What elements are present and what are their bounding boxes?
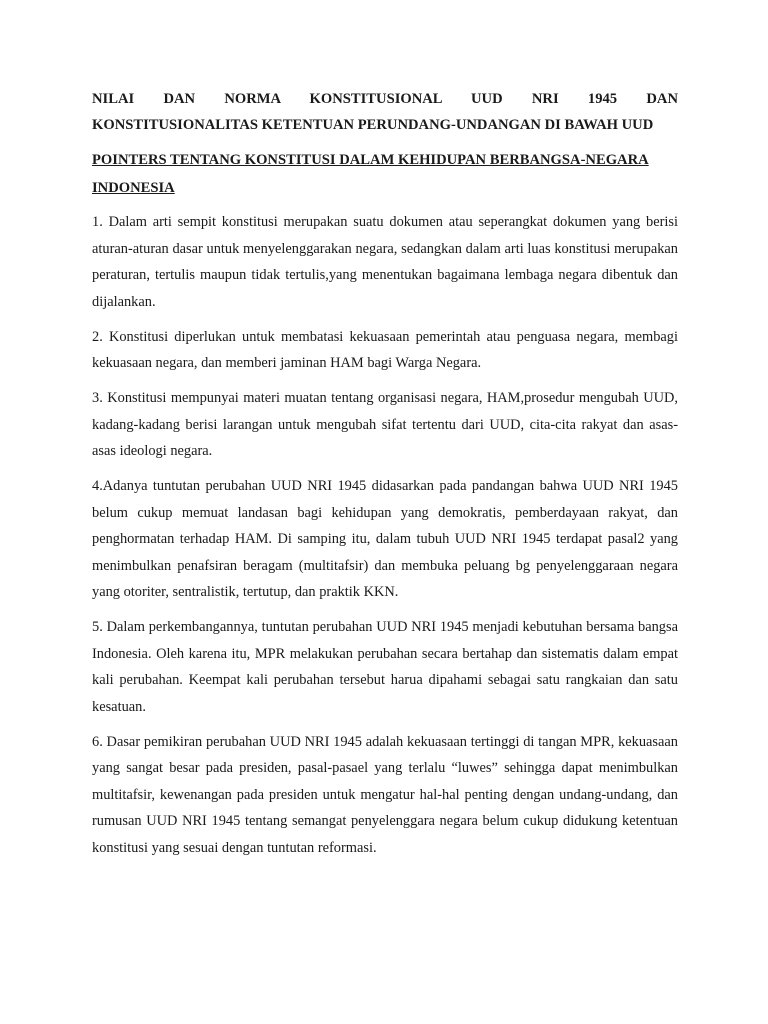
paragraph-4: 4.Adanya tuntutan perubahan UUD NRI 1945 didasarkan pada pandangan bahwa UUD NRI 1945 belum cukup memuat landasan bagi kehidupan yang demokratis, pemberdayaan rakyat, dan penghormatan terhadap HAM. Di samping itu, dalam tubuh UUD NRI 1945 terdapat pasal2 yang menimbulkan penafsiran beragam (multitafsir) dan membuka peluang bg penyelenggaraan negara yang otoriter, sentralistik, tertutup, dan praktik KKN. [92, 478, 678, 600]
document-title-line-2: KONSTITUSIONALITAS KETENTUAN PERUNDANG-UNDANGAN DI BAWAH UUD [92, 117, 654, 133]
paragraph-3: 3. Konstitusi mempunyai materi muatan tentang organisasi negara, HAM,prosedur mengubah UUD, kadang-kadang berisi larangan untuk mengubah sifat tertentu dari UUD, cita-cita rakyat dan asas-asas ideologi negara. [92, 390, 678, 459]
paragraph-1: 1. Dalam arti sempit konstitusi merupakan suatu dokumen atau seperangkat dokumen yang berisi aturan-aturan dasar untuk menyelenggarakan negara, sedangkan dalam arti luas konstitusi merupakan peraturan, tertulis maupun tidak tertulis,yang menentukan bagaimana lembaga negara dibentuk dan dijalankan. [92, 214, 678, 310]
paragraph-2: 2. Konstitusi diperlukan untuk membatasi kekuasaan pemerintah atau penguasa negara, membagi kekuasaan negara, dan memberi jaminan HAM bagi Warga Negara. [92, 328, 678, 371]
document-page [92, 86, 678, 861]
section-heading: POINTERS TENTANG KONSTITUSI DALAM KEHIDUPAN BERBANGSA-NEGARA INDONESIA [92, 152, 649, 196]
paragraph-5: 5. Dalam perkembangannya, tuntutan perubahan UUD NRI 1945 menjadi kebutuhan bersama bangsa Indonesia. Oleh karena itu, MPR melakukan perubahan secara bertahap dan sistematis dalam empat kali perubahan. Keempat kali perubahan tersebut harua dipahami sebagai satu rangkaian dan satu kesatuan. [92, 619, 678, 715]
document-title-line-1: NILAI DAN NORMA KONSTITUSIONAL UUD NRI 1945 DAN [92, 91, 678, 107]
document-title [92, 86, 678, 138]
paragraph-6: 6. Dasar pemikiran perubahan UUD NRI 1945 adalah kekuasaan tertinggi di tangan MPR, kekuasaan yang sangat besar pada presiden, pasal-pasael yang terlalu “luwes” sehingga dapat menimbulkan multitafsir, kewenangan pada presiden untuk mengatur hal-hal penting dengan undang-undang, dan rumusan UUD NRI 1945 tentang semangat penyelenggara negara belum cukup didukung ketentuan konstitusi yang sesuai dengan tuntutan reformasi. [92, 733, 678, 856]
